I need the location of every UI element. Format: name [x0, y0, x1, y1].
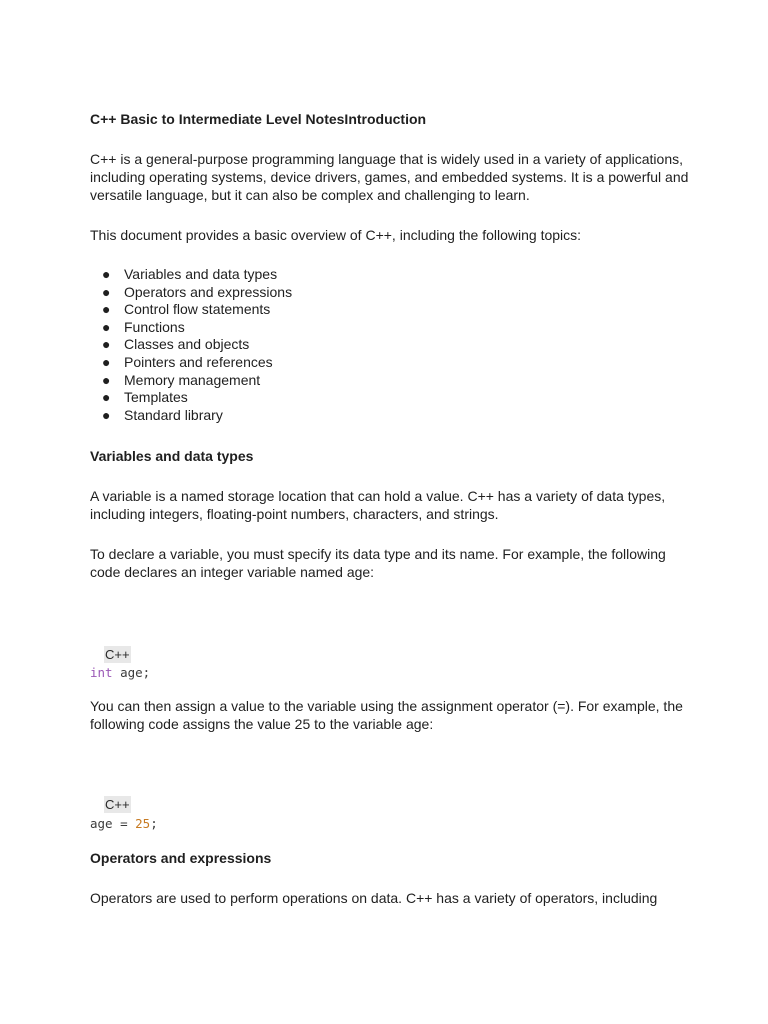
bullet-icon: ● [102, 336, 111, 353]
intro-paragraph: C++ is a general-purpose programming language that is widely used in a variety of applications, including operating systems, device drivers, games, and embedded systems. It is a powerful and versatile language, but it can also be complex and challenging to learn. [90, 151, 689, 203]
bullet-icon: ● [102, 301, 111, 318]
list-item: ● Control flow statements [102, 301, 271, 318]
code-language-label: C++ [105, 647, 130, 662]
variables-paragraph-3: You can then assign a value to the variable using the assignment operator (=). For example, the following code assigns the value 25 to the variable age: [90, 698, 683, 732]
variables-paragraph-1: A variable is a named storage location that can hold a value. C++ has a variety of data types, including integers, floating-point numbers, characters, and strings. [90, 488, 666, 522]
bullet-icon: ● [102, 318, 111, 335]
bullet-icon: ● [102, 389, 111, 406]
list-item: ● Operators and expressions [102, 283, 293, 300]
topics-list [90, 266, 690, 424]
bullet-icon: ● [102, 283, 111, 300]
code-language-label: C++ [105, 797, 130, 812]
code-number: 25 [135, 816, 151, 831]
code-text: ; [150, 816, 158, 831]
overview-paragraph: This document provides a basic overview of C++, including the following topics: [90, 227, 582, 243]
list-item: ● Variables and data types [102, 266, 278, 282]
document-title: C++ Basic to Intermediate Level NotesIntroduction [90, 111, 427, 127]
list-item: ● Templates [102, 389, 188, 406]
section-heading-operators: Operators and expressions [90, 850, 272, 866]
bullet-icon: ● [102, 406, 111, 423]
bullet-icon: ● [102, 371, 111, 388]
list-item: ● Functions [102, 318, 185, 335]
code-line [90, 815, 158, 832]
operators-paragraph-1: Operators are used to perform operations on data. C++ has a variety of operators, including [90, 890, 658, 906]
code-line [90, 664, 150, 681]
bullet-icon: ● [102, 353, 111, 370]
list-item: ● Standard library [102, 406, 223, 423]
code-text: age; [112, 665, 151, 680]
bullet-icon: ● [102, 266, 111, 282]
code-text: age = [90, 816, 136, 831]
list-item: ● Pointers and references [102, 353, 273, 370]
list-item: ● Memory management [102, 371, 261, 388]
code-keyword: int [90, 665, 113, 680]
section-heading-variables: Variables and data types [90, 448, 254, 464]
list-item: ● Classes and objects [102, 336, 250, 353]
variables-paragraph-2: To declare a variable, you must specify its data type and its name. For example, the following code declares an integer variable named age: [90, 546, 666, 580]
